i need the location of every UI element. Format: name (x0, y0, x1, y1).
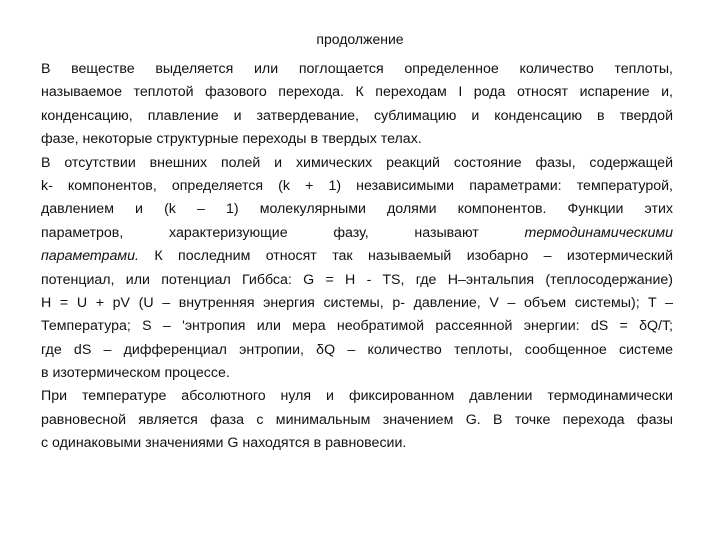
slide-title: продолжение (316, 31, 404, 47)
text-line-8-plain: параметров, характеризующие фазу, называют (41, 224, 525, 241)
text-line-1: В веществе выделяется или поглощается определенное количество теплоты, (41, 61, 673, 77)
text-line-14: в изотермическом процессе. (41, 365, 230, 382)
text-line-9 (41, 245, 673, 268)
text-line-3: конденсацию, плавление и затвердевание, сублимацию и конденсацию в твердой (41, 107, 673, 124)
text-line-16: равновесной является фаза с минимальным значением G. В точке перехода фазы (41, 411, 673, 428)
text-line-5: В отсутствии внешних полей и химических реакций состояние фазы, содержащей (41, 154, 673, 171)
text-line-11: H = U + pV (U – внутренняя энергия системы, р- давление, V – объем системы); T – (41, 294, 673, 311)
text-line-15: При температуре абсолютного нуля и фиксированном давлении термодинамически (41, 388, 673, 405)
text-line-7: давлением и (k – 1) молекулярными долями компонентов. Функции этих (41, 201, 673, 218)
text-line-10: потенциал, или потенциал Гиббса: G = H - TS, где H–энтальпия (теплосодержание) (41, 271, 673, 288)
text-line-6: k- компонентов, определяется (k + 1) независимыми параметрами: температурой, (41, 177, 673, 194)
text-line-4: фазе, некоторые структурные переходы в твердых телах. (41, 131, 422, 148)
term-thermodynamic-emphasis: термодинамическими (524, 224, 673, 241)
text-line-9-plain: К последним относят так называемый изобарно – изотермический (138, 248, 673, 265)
body-text (41, 58, 673, 456)
text-line-17: с одинаковыми значениями G находятся в равновесии. (41, 435, 407, 452)
text-line-13: где dS – дифференциал энтропии, δQ – количество теплоты, сообщенное системе (41, 341, 673, 358)
text-line-12: Температура; S – 'энтропия или мера необратимой рассеянной энергии: dS = δQ/T; (41, 318, 673, 335)
term-parameters-emphasis: параметрами. (41, 248, 139, 265)
text-line-2: называемое теплотой фазового перехода. К переходам I рода относят испарение и, (41, 84, 673, 101)
text-line-8 (41, 222, 673, 245)
